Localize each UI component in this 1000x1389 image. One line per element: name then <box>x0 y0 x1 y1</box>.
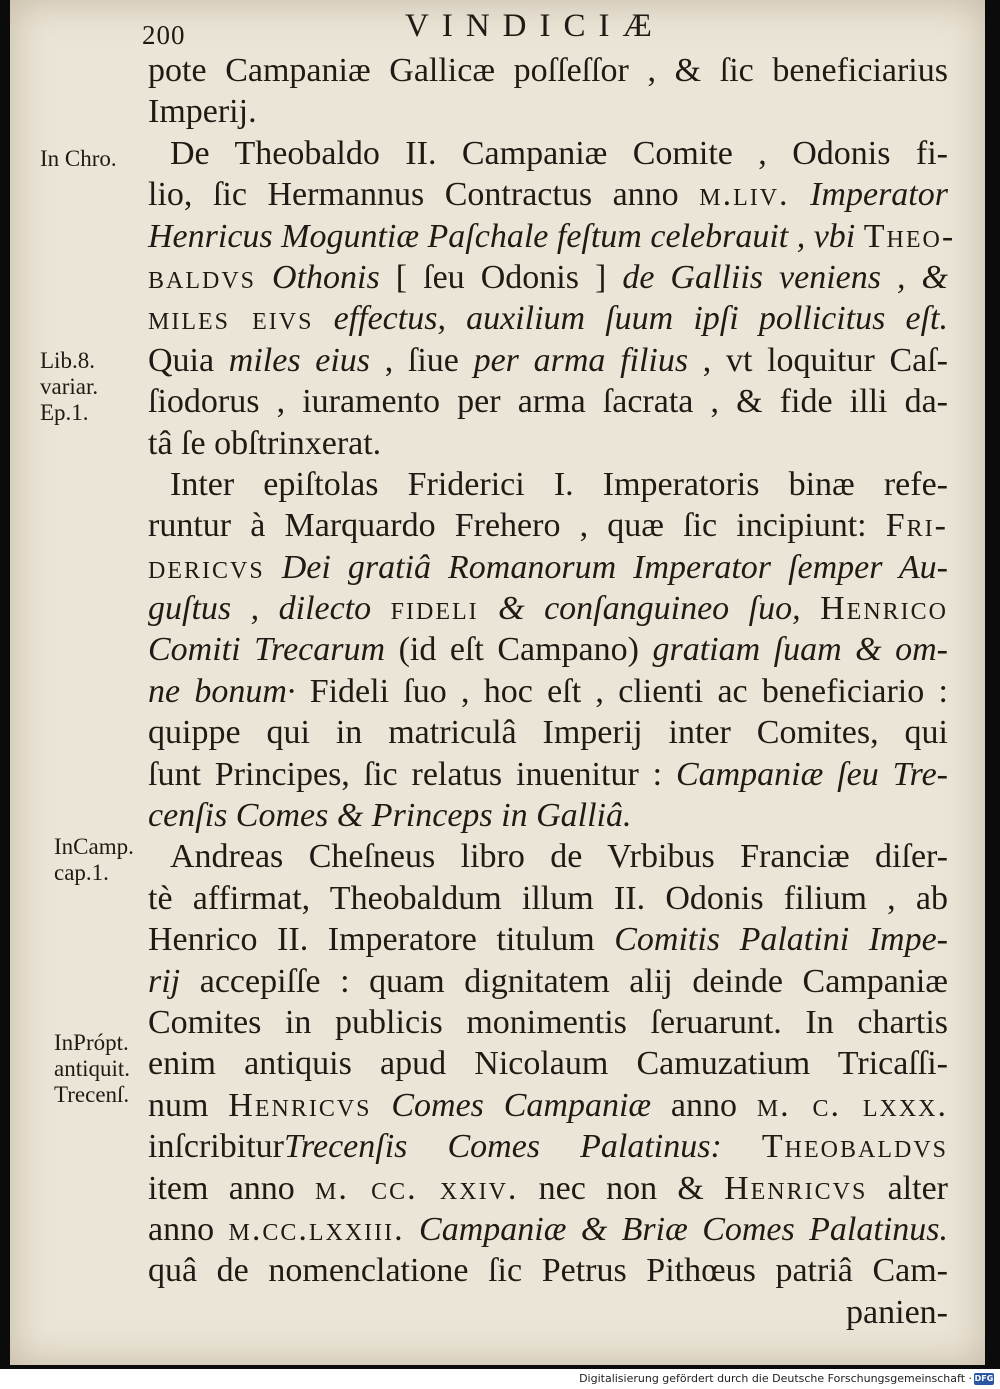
text-line: De Theobaldo II. Campaniæ Comite , Odonis fi- <box>170 134 948 172</box>
text-line: ſunt Principes, ſic relatus inuenitur : Campaniæ ſeu Tre- <box>148 755 948 793</box>
text-line: Comites in publicis monimentis ſeruarunt. In chartis <box>148 1003 948 1041</box>
catchword: panien- <box>846 1293 948 1331</box>
text-line: Henricus Moguntiæ Paſchale feſtum celebrauit , vbi Theo- <box>148 217 956 255</box>
text-line: quippe qui in matriculâ Imperij inter Comites, qui <box>148 714 948 752</box>
text-line: lio, ſic Hermannus Contractus anno m.liv. Imperator <box>148 176 948 214</box>
text-line: dericvs Dei gratiâ Romanorum Imperator ſemper Au- <box>148 548 948 586</box>
text-line: ne bonum· Fideli ſuo , hoc eſt , clienti ac beneficiario : <box>148 672 948 710</box>
text-line: tâ ſe obſtrinxerat. <box>148 424 382 462</box>
text-line: Inter epiſtolas Friderici I. Imperatoris binæ refe- <box>170 465 948 503</box>
margin-note-line: In Chro. <box>40 146 117 171</box>
text-line: Imperij. <box>148 93 257 131</box>
margin-note-line: Ep.1. <box>40 400 89 425</box>
margin-note-line: antiquit. <box>54 1056 131 1081</box>
text-line: anno m.cc.lxxiii. Campaniæ & Briæ Comes Palatinus. <box>148 1210 948 1248</box>
text-line: item anno m. cc. xxiv. nec non & Henricvs alter <box>148 1169 948 1207</box>
margin-note-line: variar. <box>40 374 99 399</box>
margin-note-line: Lib.8. <box>40 348 95 373</box>
text-line: Quia miles eius , ſiue per arma filius , vt loquitur Caſ- <box>148 341 948 379</box>
text-line: Henrico II. Imperatore titulum Comitis Palatini Impe- <box>148 921 948 959</box>
text-line: pote Campaniæ Gallicæ poſſeſſor , & ſic beneficiarius <box>148 52 948 89</box>
text-line: runtur à Marquardo Frehero , quæ ſic incipiunt: Fri- <box>148 507 948 545</box>
text-line: tè affirmat, Theobaldum illum II. Odonis filium , ab <box>148 879 948 917</box>
text-line: guſtus , dilecto fideli & conſanguineo ſuo, Henrico <box>148 590 948 628</box>
text-line: Andreas Cheſneus libro de Vrbibus Franciæ diſer- <box>170 838 948 876</box>
text-line: num Henricvs Comes Campaniæ anno m. c. lxxx. <box>148 1086 948 1124</box>
digitization-footer <box>0 1369 1000 1389</box>
funding-credit: Digitalisierung gefördert durch die Deutsche Forschungsgemeinschaft · <box>579 1372 972 1385</box>
text-line: Comiti Trecarum (id eſt Campano) gratiam ſuam & om- <box>148 631 949 669</box>
book-page <box>10 0 985 1365</box>
margin-note-line: InPrópt. <box>54 1030 129 1055</box>
page-number: 200 <box>142 20 186 50</box>
text-line: ſiodorus , iuramento per arma ſacrata , & fide illi da- <box>148 383 948 421</box>
text-line: miles eivs effectus, auxilium ſuum ipſi pollicitus eſt. <box>148 300 948 338</box>
text-line: rij accepiſſe : quam dignitatem alij deinde Campaniæ <box>148 962 948 1000</box>
body-text <box>148 50 956 1333</box>
margin-note-chronicle <box>40 146 150 172</box>
text-line: quâ de nomenclatione ſic Petrus Pithœus patriâ Cam- <box>148 1252 948 1290</box>
margin-note-line: Trecenſ. <box>54 1082 130 1107</box>
margin-note-line: InCamp. <box>54 834 134 859</box>
margin-note-cassiodorus <box>40 348 150 426</box>
running-title: VINDICIÆ <box>405 8 665 44</box>
margin-note-line: cap.1. <box>54 860 109 885</box>
text-line: inſcribiturTrecenſis Comes Palatinus: Theobaldvs <box>148 1128 948 1166</box>
dfg-logo-icon: DFG <box>974 1374 994 1383</box>
text-line: cenſis Comes & Princeps in Galliâ. <box>148 797 632 835</box>
text-line: enim antiquis apud Nicolaum Camuzatium Tricaſſi- <box>148 1045 948 1083</box>
text-line: baldvs Othonis [ ſeu Odonis ] de Galliis veniens , & <box>148 258 948 296</box>
